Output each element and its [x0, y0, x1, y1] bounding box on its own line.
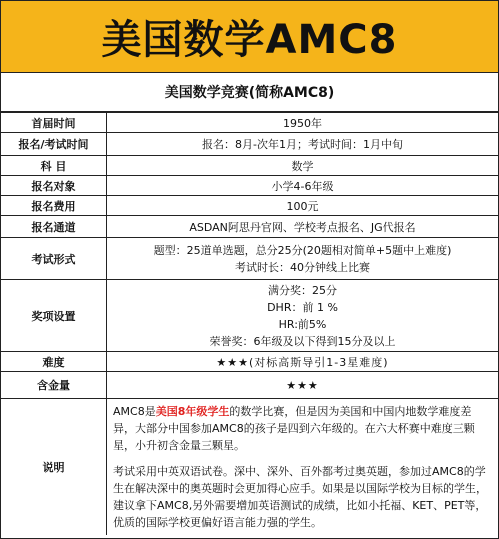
table-row: [1, 399, 498, 536]
table-row: [1, 280, 498, 352]
description-cell: [107, 399, 499, 536]
title-banner: [1, 1, 498, 73]
row-value: 小学4-6年级: [107, 176, 499, 196]
row-value: 报名：8月-次年1月；考试时间：1月中旬: [107, 133, 499, 156]
award-line: DHR：前 1 %: [267, 300, 338, 314]
table-row: [1, 113, 498, 133]
row-label: 考试形式: [1, 238, 107, 280]
subtitle-row: [1, 73, 498, 112]
table-row: [1, 196, 498, 216]
format-line: 考试时长：40分钟线上比赛: [235, 260, 370, 274]
row-value: ASDAN阿思丹官网、学校考点报名、JG代报名: [107, 216, 499, 238]
row-value: 数学: [107, 156, 499, 176]
table-row: [1, 238, 498, 280]
row-value: 100元: [107, 196, 499, 216]
row-value: ★★★: [107, 372, 499, 399]
row-label: 报名对象: [1, 176, 107, 196]
row-label: 科 目: [1, 156, 107, 176]
table-row: [1, 156, 498, 176]
row-value: [107, 238, 499, 280]
table-row: [1, 352, 498, 372]
description-text: AMC8是: [113, 405, 156, 418]
row-value: 1950年: [107, 113, 499, 133]
row-label: 奖项设置: [1, 280, 107, 352]
table-row: [1, 372, 498, 399]
award-line: 满分奖：25分: [268, 283, 337, 297]
table-row: [1, 176, 498, 196]
row-label: 含金量: [1, 372, 107, 399]
format-line: 题型：25道单选题，总分25分(20题相对简单+5题中上难度): [153, 243, 452, 257]
subtitle: 美国数学竞赛(简称AMC8): [164, 85, 335, 101]
row-label: 难度: [1, 352, 107, 372]
table-row: [1, 216, 498, 238]
row-value: ★★★(对标高斯导引1-3星难度): [107, 352, 499, 372]
description-paragraph: [113, 403, 492, 454]
row-label: 报名费用: [1, 196, 107, 216]
row-label: 说明: [1, 399, 107, 536]
row-value: [107, 280, 499, 352]
description-paragraph: 考试采用中英双语试卷。深中、深外、百外都考过奥英题，参加过AMC8的学生在解决深中的奥英题时会更加得心应手。如果是以国际学校为目标的学生，建议拿下AMC8,另外需要增加英语测试的成绩，比如小托福、KET、PET等，优质的国际学校更偏好语言能力强的学生。: [113, 465, 487, 529]
row-label: 首届时间: [1, 113, 107, 133]
table-row: [1, 133, 498, 156]
description-text: 的数学比赛，但是因为美国和中国内地数学难度差异，大部分中国参加AMC8的孩子是四到六年级的。在六大杯赛中难度三颗星，小升初含金量三颗星。: [113, 405, 475, 452]
info-table: [1, 112, 498, 535]
award-line: HR:前5%: [278, 317, 327, 331]
row-label: 报名/考试时间: [1, 133, 107, 156]
page-title: 美国数学AMC8: [101, 17, 398, 63]
row-label: 报名通道: [1, 216, 107, 238]
award-line: 荣誉奖：6年级及以下得到15分及以上: [209, 334, 396, 348]
highlight-text: 美国8年级学生: [155, 405, 230, 418]
